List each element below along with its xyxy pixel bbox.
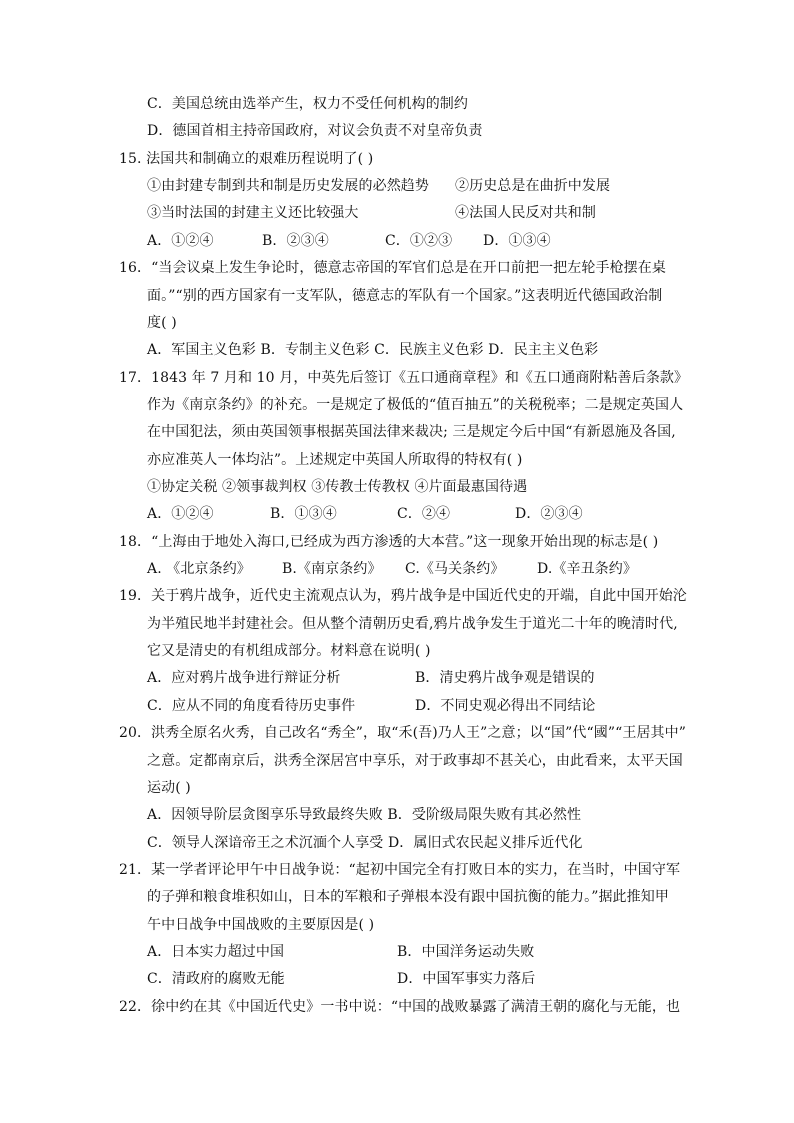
question-22: 22．徐中约在其《中国近代史》一书中说：“中国的战败暴露了满清王朝的腐化与无能，也 <box>119 999 681 1015</box>
statement: ④法国人民反对共和制 <box>455 205 596 221</box>
option: C．②④ <box>397 506 451 522</box>
text-line: C．美国总统由选举产生，权力不受任何机构的制约 <box>147 96 469 112</box>
statement: ③当时法国的封建主义还比较强大 <box>147 205 359 221</box>
option: B．①③④ <box>270 506 337 522</box>
question-15: 15. 法国共和制确立的艰难历程说明了( ) <box>119 151 374 167</box>
text-line: 它又是清史的有机组成部分。材料意在说明( ) <box>147 643 431 659</box>
question-21: 21．某一学者评论甲午中日战争说：“起初中国完全有打败日本的实力，在当时，中国守军 <box>119 862 681 878</box>
statement: ②历史总是在曲折中发展 <box>455 178 611 194</box>
option: D．不同史观必得出不同结论 <box>415 698 596 714</box>
text-line: 在中国犯法，须由英国领事根据英国法律来裁决; 三是规定今后中国“有新恩施及各国, <box>147 424 676 440</box>
question-20: 20．洪秀全原名火秀，自己改名“秀全”，取“禾(吾)乃人王”之意；以“国”代“國”“王居其中” <box>119 725 687 741</box>
text-line: 之意。定都南京后，洪秀全深居宫中享乐，对于政事却不甚关心，由此看来，太平天国 <box>147 753 683 769</box>
text-line: 亦应准英人一体均沾”。上述规定中英国人所取得的特权有( ) <box>147 452 523 468</box>
option: D．②③④ <box>515 506 583 522</box>
text-line: D．德国首相主持帝国政府，对议会负责不对皇帝负责 <box>147 123 483 139</box>
question-17: 17．1843 年 7 月和 10 月，中英先后签订《五口通商章程》和《五口通商附粘善后条款》 <box>119 370 689 386</box>
text-line: 的子弹和粮食堆积如山，日本的军粮和子弹根本没有跟中国抗衡的能力。”据此推知甲 <box>147 889 669 905</box>
question-19: 19．关于鸦片战争，近代史主流观点认为，鸦片战争是中国近代史的开端，自此中国开始沦 <box>119 588 687 604</box>
text-line: 度( ) <box>147 315 177 331</box>
question-18: 18．“上海由于地处入海口,已经成为西方渗透的大本营。”这一现象开始出现的标志是( ) <box>119 534 659 550</box>
statement: ①由封建专制到共和制是历史发展的必然趋势 <box>147 178 429 194</box>
option: C．应从不同的角度看待历史事件 <box>147 698 356 714</box>
option: C．①②③ <box>385 233 453 249</box>
option: A. 《北京条约》 <box>147 561 251 577</box>
option: B.《南京条约》 <box>282 561 382 577</box>
question-16: 16．“当会议桌上发生争论时，德意志帝国的军官们总是在开口前把一把左轮手枪摆在桌 <box>119 260 666 276</box>
option: C．清政府的腐败无能 <box>147 971 285 987</box>
option: B．②③④ <box>262 233 329 249</box>
option: B．清史鸦片战争观是错误的 <box>415 670 595 686</box>
statement-row: ①协定关税 ②领事裁判权 ③传教士传教权 ④片面最惠国待遇 <box>147 479 528 495</box>
option: D．中国军事实力落后 <box>397 971 536 987</box>
option: A．①②④ <box>147 506 214 522</box>
text-line: 面。”“别的西方国家有一支军队，德意志的军队有一个国家。”这表明近代德国政治制 <box>147 288 663 304</box>
text-line: 运动( ) <box>147 780 191 796</box>
option: A．应对鸦片战争进行辩证分析 <box>147 670 341 686</box>
option: B．中国洋务运动失败 <box>397 944 535 960</box>
option: A．日本实力超过中国 <box>147 944 285 960</box>
text-line: 作为《南京条约》的补充。一是规定了极低的“值百抽五”的关税税率；二是规定英国人 <box>147 397 684 413</box>
text-line: 午中日战争中国战败的主要原因是( ) <box>147 917 375 933</box>
option: D．①③④ <box>483 233 551 249</box>
text-line: 为半殖民地半封建社会。但从整个清朝历史看,鸦片战争发生于道光二十年的晚清时代, <box>147 616 678 632</box>
option-row: A．军国主义色彩 B．专制主义色彩 C．民族主义色彩 D．民主主义色彩 <box>147 342 599 358</box>
option-row: A．因领导阶层贪图享乐导致最终失败 B．受阶级局限失败有其必然性 <box>147 807 582 823</box>
option: C.《马关条约》 <box>405 561 505 577</box>
option-row: C．领导人深谙帝王之术沉湎个人享受 D．属旧式农民起义排斥近代化 <box>147 835 583 851</box>
option: D.《辛丑条约》 <box>537 561 637 577</box>
option: A．①②④ <box>147 233 214 249</box>
